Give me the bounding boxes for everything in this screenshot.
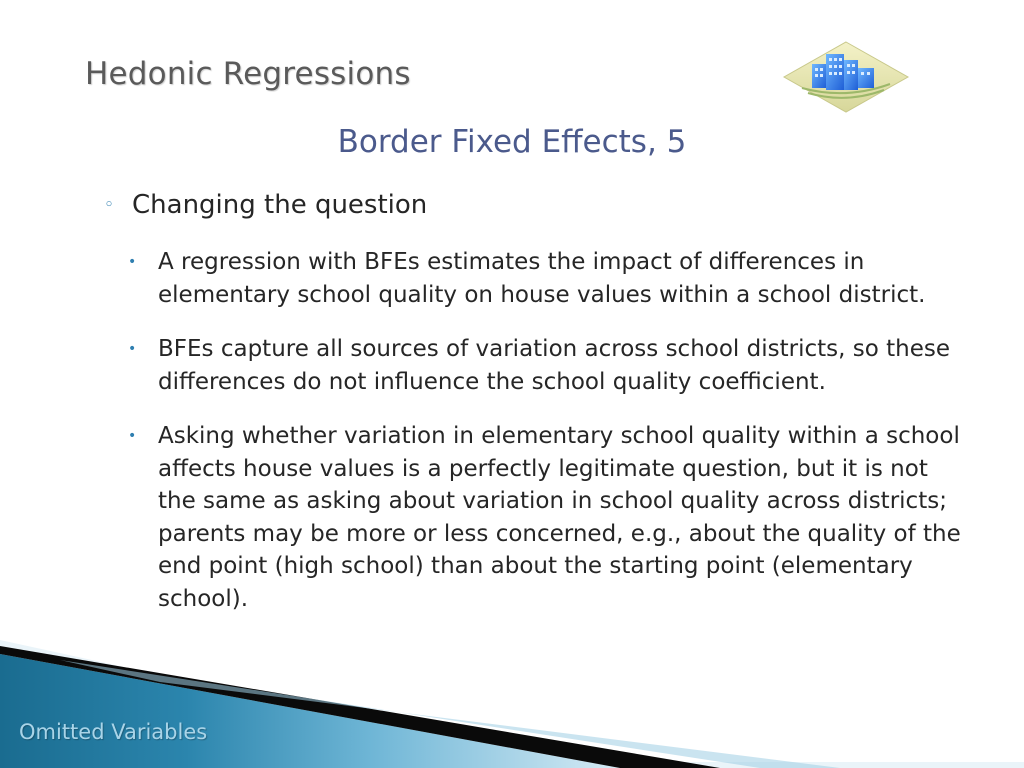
bullet-content <box>104 186 984 615</box>
circle-bullet-icon: ◦ <box>104 195 115 215</box>
footer-title: Omitted Variables <box>19 720 208 744</box>
subbullet-text: BFEs capture all sources of variation across school districts, so these differences do not influence the school quality coefficient. <box>158 336 950 395</box>
bullet-item <box>104 186 984 224</box>
slide-subtitle: Border Fixed Effects, 5 <box>337 124 687 160</box>
subbullet-item <box>128 420 984 615</box>
subbullet-text: Asking whether variation in elementary school quality within a school affects house values is a perfectly legitimate question, but it is not the same as asking about variation in school quality across districts; parents may be more or less concerned, e.g., about the quality of the end point (high school) than about the starting point (elementary school). <box>158 423 961 612</box>
footer-swoosh <box>0 640 1024 768</box>
subbullet-item <box>128 333 984 398</box>
dot-bullet-icon: • <box>128 428 137 444</box>
header-title: Hedonic Regressions <box>85 56 411 92</box>
city-buildings-icon <box>782 40 910 114</box>
subbullet-item <box>128 246 984 311</box>
dot-bullet-icon: • <box>128 254 137 270</box>
bullet-text: Changing the question <box>132 190 428 220</box>
dot-bullet-icon: • <box>128 341 137 357</box>
subbullet-text: A regression with BFEs estimates the impact of differences in elementary school quality on house values within a school district. <box>158 249 926 308</box>
